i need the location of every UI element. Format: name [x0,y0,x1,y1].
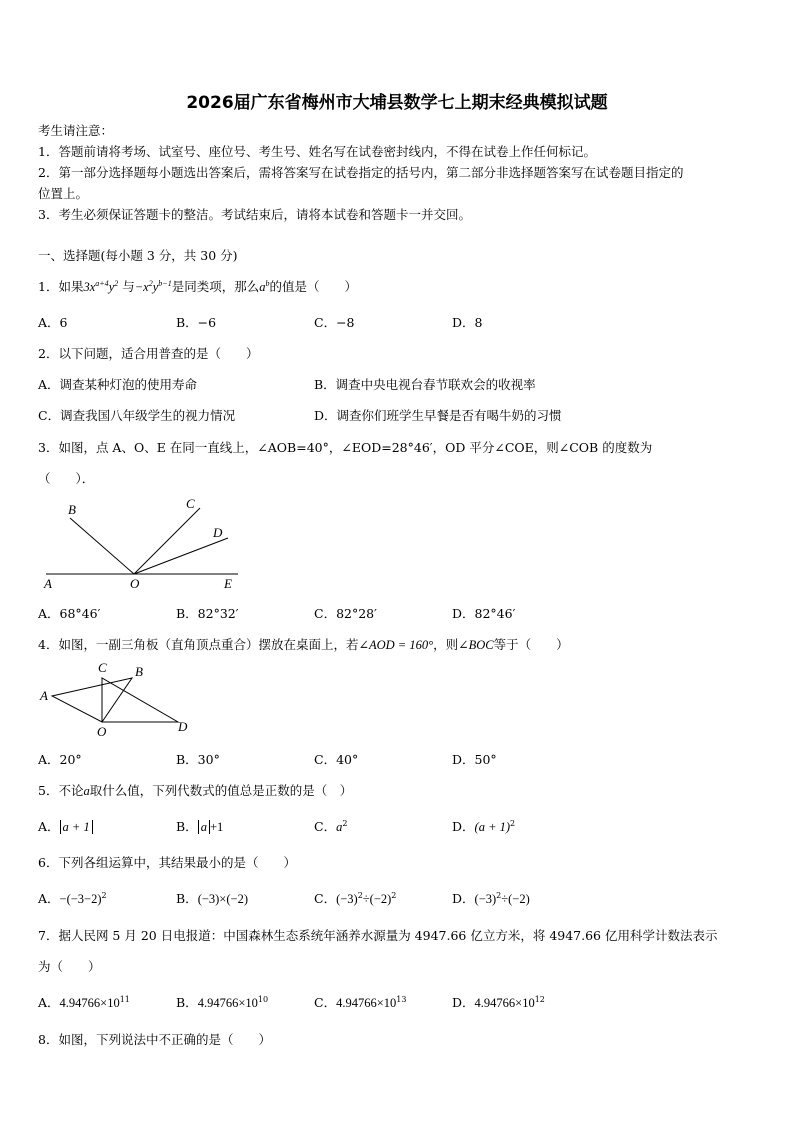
q7-option-a[interactable]: A．$4.94766\times 10^{11}$ [38,995,130,1010]
q4-option-d[interactable]: D．50° [452,752,497,767]
q1-option-a[interactable]: A．6 [38,315,68,330]
q3-ray-od [134,538,228,574]
q4-target: ∠BOC [458,638,494,652]
q7-option-b[interactable]: B．$4.94766\times 10^{10}$ [176,995,269,1010]
question-3-stem: 3．如图，点 A、O、E 在同一直线上，∠AOB=40°，∠EOD=28°46′，OD 平分∠COE，则∠COB 的度数为 [38,440,653,455]
notice-heading: 考生请注意： [38,123,114,138]
q7-option-d[interactable]: D．$4.94766\times 10^{12}$ [452,995,545,1010]
notice-item: 位置上。 [38,186,89,201]
q1-term2: $-x^2y^{b-1}$ [134,279,172,294]
q1-mid: 与 [122,279,135,294]
question-1-stem [38,277,357,295]
question-3-tail: （ ）． [38,471,95,486]
q5-variable: a [83,784,90,798]
q2-option-b[interactable]: B．调查中央电视台春节联欢会的收视率 [314,377,536,392]
q5-option-b[interactable]: B． a +1 [176,819,224,834]
notice-item: 1．答题前请将考场、试室号、座位号、考生号、姓名写在试卷密封线内，不得在试卷上作任何标记。 [38,144,596,159]
page-title: 2026届广东省梅州市大埔县数学七上期末经典模拟试题 [186,93,608,113]
q1-number: 1． [38,279,59,294]
notice-item: 3．考生必须保证答题卡的整洁。考试结束后，请将本试卷和答题卡一并交回。 [38,207,471,222]
q1-option-c[interactable]: C．−8 [314,315,355,330]
q3-label-c: C [186,496,195,511]
q4-label-c: C [98,660,107,675]
q4-option-a[interactable]: A．20° [38,752,82,767]
notice-item: 2．第一部分选择题每小题选出答案后，需将答案写在试卷指定的括号内，第二部分非选择题答案写在试卷题目指定的 [38,165,684,180]
q1-option-b[interactable]: B．−6 [176,315,217,330]
q6-option-d[interactable]: D．$(-3)^2\div(-2)$ [452,891,530,906]
question-5-stem: 5．不论a取什么值，下列代数式的值总是正数的是（ ） [38,783,353,798]
q6-option-a[interactable]: A．$-(-3-2)^2$ [38,891,107,906]
q3-label-d: D [213,525,223,540]
q4-label-b: B [135,664,143,679]
section-heading: 一、选择题(每小题 3 分，共 30 分) [38,248,238,263]
q6-option-b[interactable]: B．(−3)×(−2) [176,891,248,906]
question-8-stem: 8．如图，下列说法中不正确的是（ ） [38,1032,271,1047]
q2-option-a[interactable]: A．调查某种灯泡的使用寿命 [38,377,198,392]
q3-option-c[interactable]: C．82°28′ [314,606,377,621]
q3-label-o: O [130,576,140,590]
q4-label-a: A [40,688,48,703]
q4-triangle-aob [52,678,132,722]
question-7-line-2: 为（ ） [38,959,101,974]
q3-label-b: B [68,502,76,517]
q3-option-b[interactable]: B．82°32′ [176,606,239,621]
q4-figure [38,658,198,740]
q5-option-c[interactable]: C．$a^2$ [314,819,348,834]
q3-option-d[interactable]: D．82°46′ [452,606,516,621]
q3-label-e: E [224,576,232,590]
q5-option-d[interactable]: D．$(a + 1)^2$ [452,819,516,834]
question-2-stem: 2．以下问题，适合用普查的是（ ） [38,346,259,361]
question-4-stem: 4．如图，一副三角板（直角顶点重合）摆放在桌面上，若∠AOD = 160°，则∠BOC等于（ ） [38,637,569,652]
q3-ray-oc [134,508,200,574]
question-6-stem: 6．下列各组运算中，其结果最小的是（ ） [38,855,296,870]
question-7-line-1: 7．据人民网 5 月 20 日电报道：中国森林生态系统年涵养水源量为 4947.66 亿立方米，将 4947.66 亿用科学计数法表示 [38,928,718,943]
q1-term1: $3x^{a+4}y^2$ [83,279,119,294]
q1-option-d[interactable]: D．8 [452,315,483,330]
q4-label-o: O [97,724,107,739]
q4-triangle-cod [102,678,178,722]
q2-option-d[interactable]: D．调查你们班学生早餐是否有喝牛奶的习惯 [314,408,562,423]
q7-option-c[interactable]: C．$4.94766\times 10^{13}$ [314,995,407,1010]
q4-condition: ∠AOD = 160° [358,638,434,652]
q1-power: $a^b$ [259,279,270,294]
q4-option-c[interactable]: C．40° [314,752,359,767]
q3-option-a[interactable]: A．68°46′ [38,606,101,621]
q3-ray-ob [70,518,134,574]
q1-end: 的值是（ ） [269,279,357,294]
q2-option-c[interactable]: C．调查我国八年级学生的视力情况 [38,408,236,423]
q4-option-b[interactable]: B．30° [176,752,220,767]
q3-figure [40,490,250,590]
q5-option-a[interactable]: A． a + 1 [38,817,93,835]
q6-option-c[interactable]: C．$(-3)^2\div(-2)^2$ [314,891,397,906]
q3-label-a: A [44,576,52,590]
q1-pre: 如果 [58,279,84,294]
q4-label-d: D [178,719,188,734]
q1-post: 是同类项，那么 [171,279,260,294]
